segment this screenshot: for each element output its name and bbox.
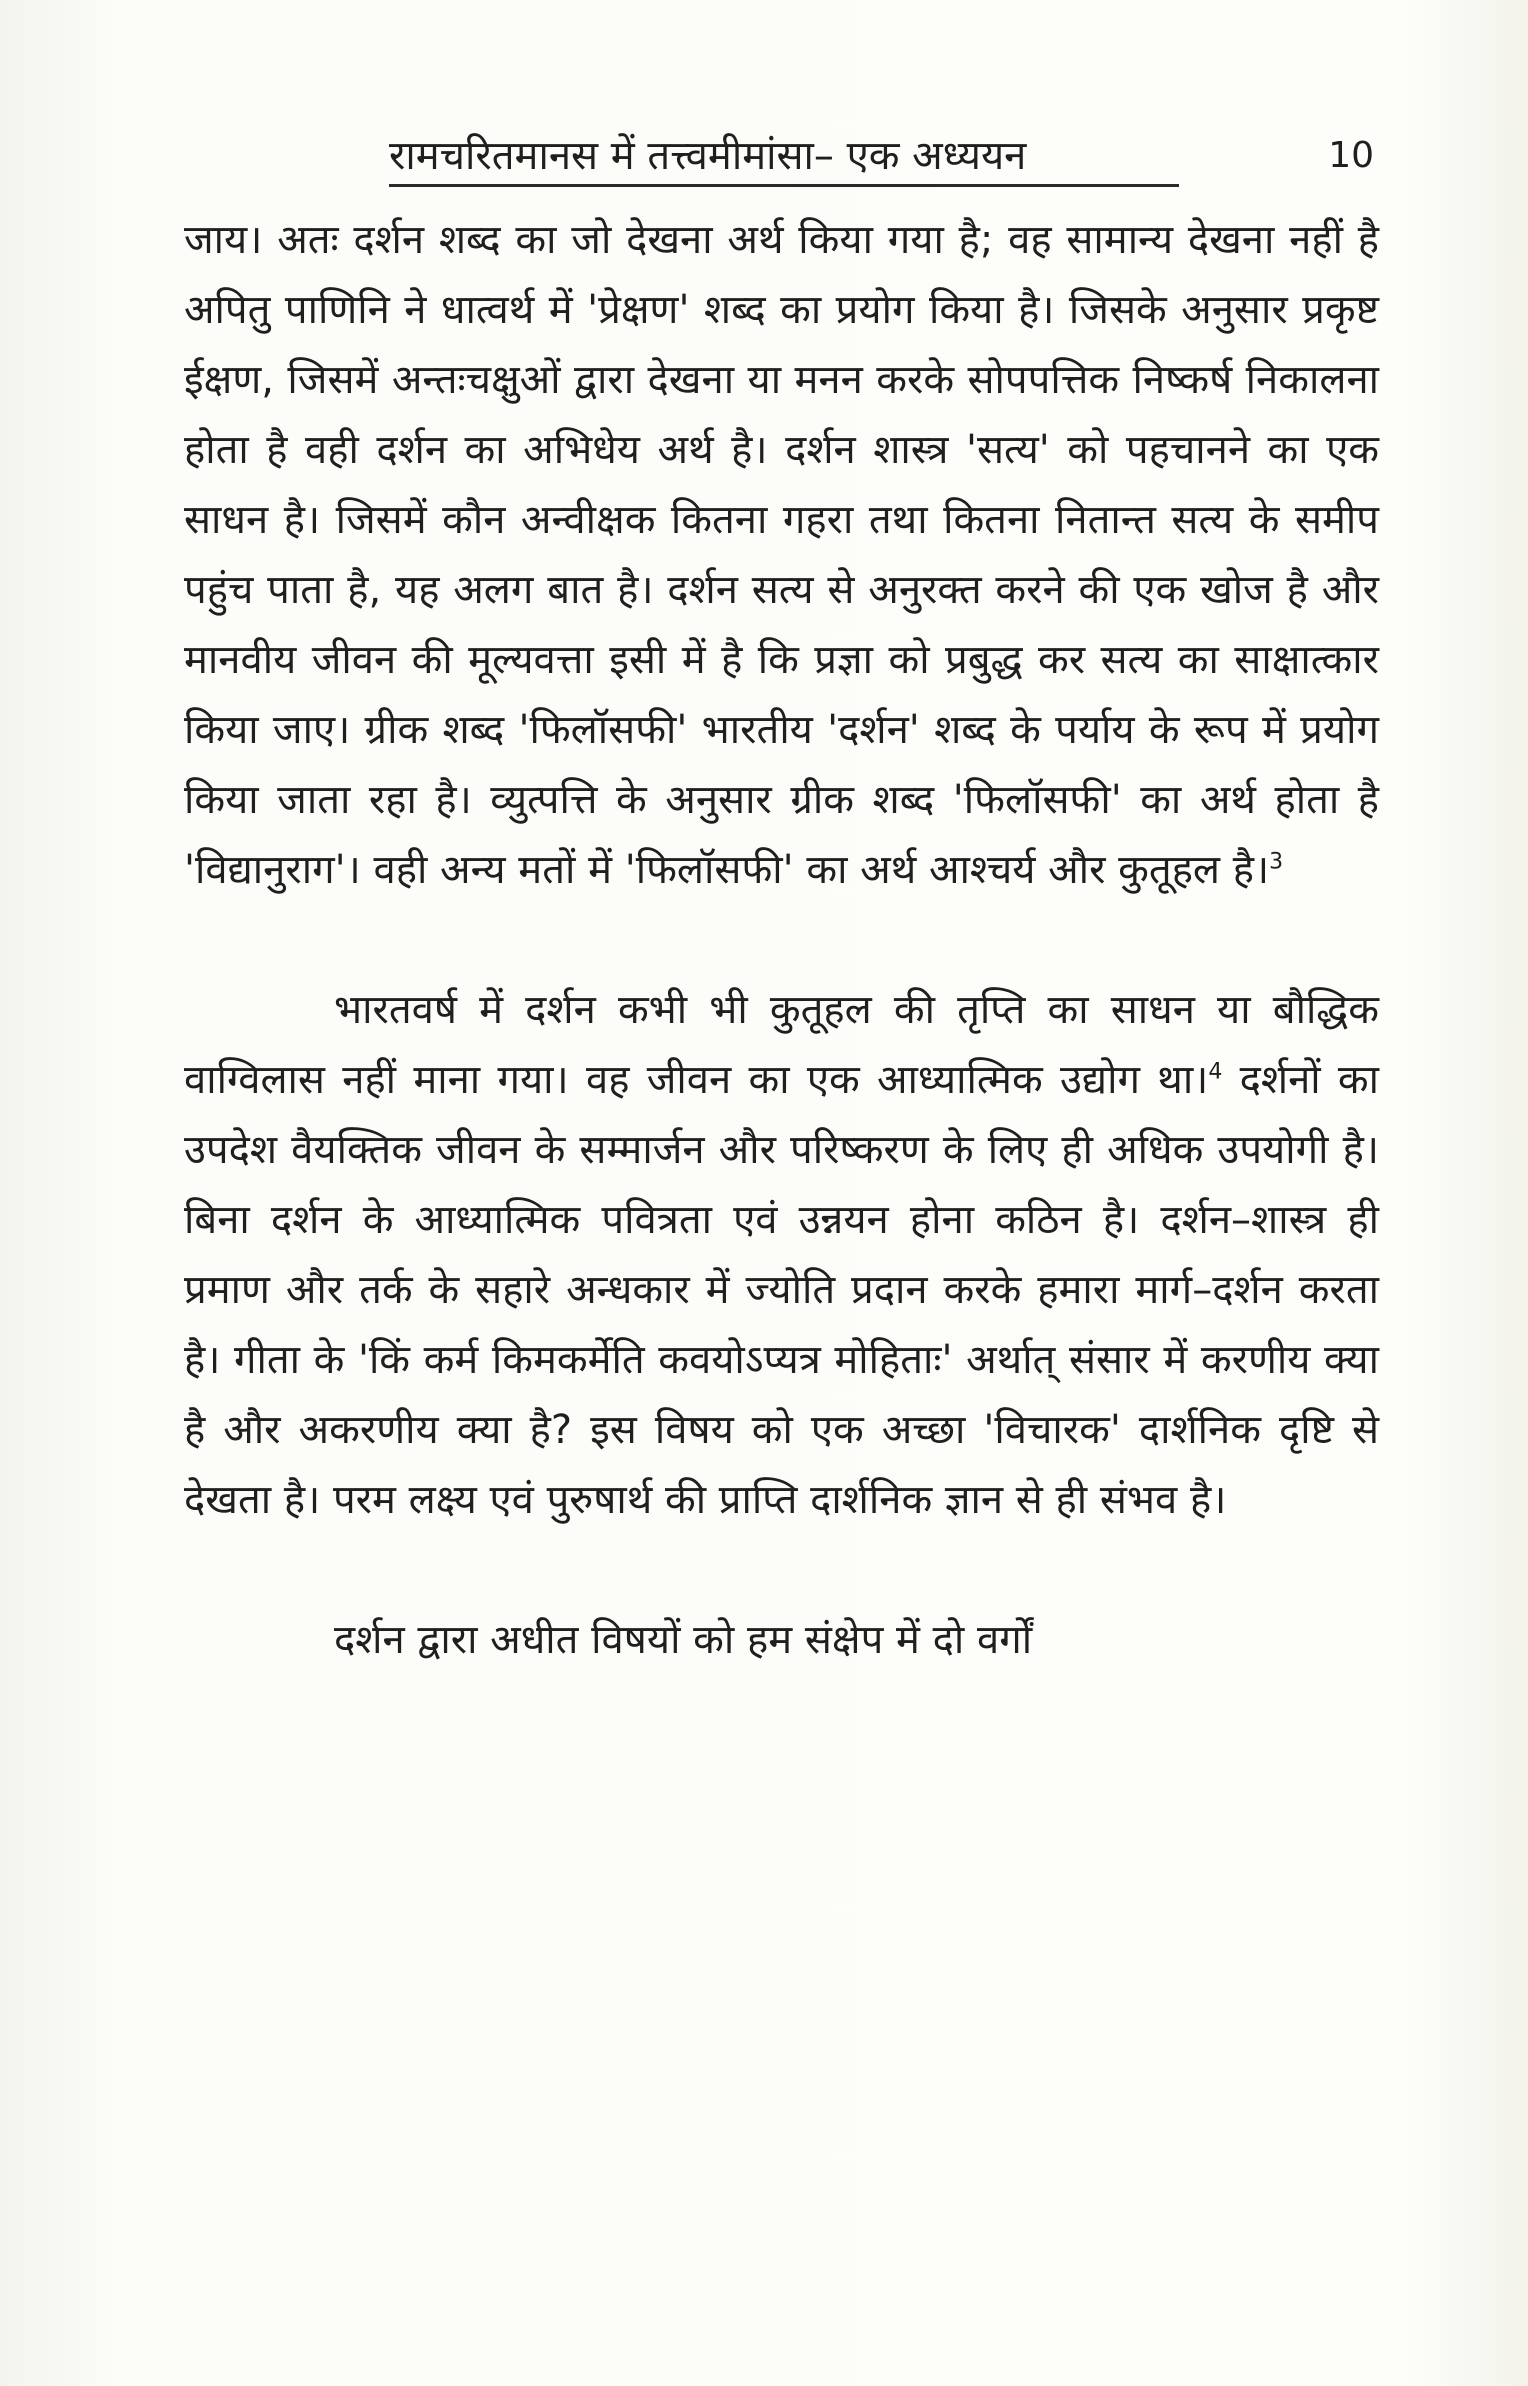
paragraph-1-text: जाय। अतः दर्शन शब्द का जो देखना अर्थ किया गया है; वह सामान्य देखना नहीं है अपितु पाणिनि ने धात्वर्थ में 'प्रेक्षण' शब्द का प्रयोग किया है। जिसके अनुसार प्रकृष्ट ईक्षण, जिसमें अन्तःचक्षुओं द्वारा देखना या मनन करके सोपपत्तिक निष्कर्ष निकालना होता है वही दर्शन का अभिधेय अर्थ है। दर्शन शास्त्र 'सत्य' को पहचानने का एक साधन है। जिसमें कौन अन्वीक्षक कितना गहरा तथा कितना नितान्त सत्य के समीप पहुंच पाता है, यह अलग बात है। दर्शन सत्य से अनुरक्त करने की एक खोज है और मानवीय जीवन की मूल्यवत्ता इसी में है कि प्रज्ञा को प्रबुद्ध कर सत्य का साक्षात्कार किया जाए। ग्रीक शब्द 'फिलॉसफी' भारतीय 'दर्शन' शब्द के पर्याय के रूप में प्रयोग किया जाता रहा है। व्युत्पत्ति के अनुसार ग्रीक शब्द 'फिलॉसफी' का अर्थ होता है 'विद्यानुराग'। वही अन्य मतों में 'फिलॉसफी' का अर्थ आश्चर्य और कुतूहल है।: [184, 217, 1379, 893]
running-header: [184, 128, 1374, 188]
running-title: रामचरितमानस में तत्त्वमीमांसा– एक अध्ययन: [389, 133, 1027, 179]
header-underline: [389, 184, 1179, 187]
paragraph-2: [184, 975, 1379, 1535]
body-text: [184, 205, 1379, 1675]
paragraph-2-text-a: भारतवर्ष में दर्शन कभी भी कुतूहल की तृप्ति का साधन या बौद्धिक वाग्विलास नहीं माना गया। वह जीवन का एक आध्यात्मिक उद्योग था।: [184, 987, 1379, 1103]
footnote-marker-3: 3: [1269, 849, 1284, 875]
footnote-marker-4: 4: [1208, 1059, 1223, 1085]
page-number: 10: [1328, 135, 1374, 176]
paragraph-2-text-b: दर्शनों का उपदेश वैयक्तिक जीवन के सम्मार्जन और परिष्करण के लिए ही अधिक उपयोगी है। बिना दर्शन के आध्यात्मिक पवित्रता एवं उन्नयन होना कठिन है। दर्शन–शास्त्र ही प्रमाण और तर्क के सहारे अन्धकार में ज्योति प्रदान करके हमारा मार्ग–दर्शन करता है। गीता के 'किं कर्म किमकर्मेति कवयोऽप्यत्र मोहिताः' अर्थात् संसार में करणीय क्या है और अकरणीय क्या है? इस विषय को एक अच्छा 'विचारक' दार्शनिक दृष्टि से देखता है। परम लक्ष्य एवं पुरुषार्थ की प्राप्ति दार्शनिक ज्ञान से ही संभव है।: [184, 1057, 1380, 1523]
paragraph-3: [184, 1605, 1379, 1675]
paragraph-1: [184, 205, 1379, 905]
paragraph-3-text: दर्शन द्वारा अधीत विषयों को हम संक्षेप में दो वर्गों: [334, 1617, 1033, 1663]
